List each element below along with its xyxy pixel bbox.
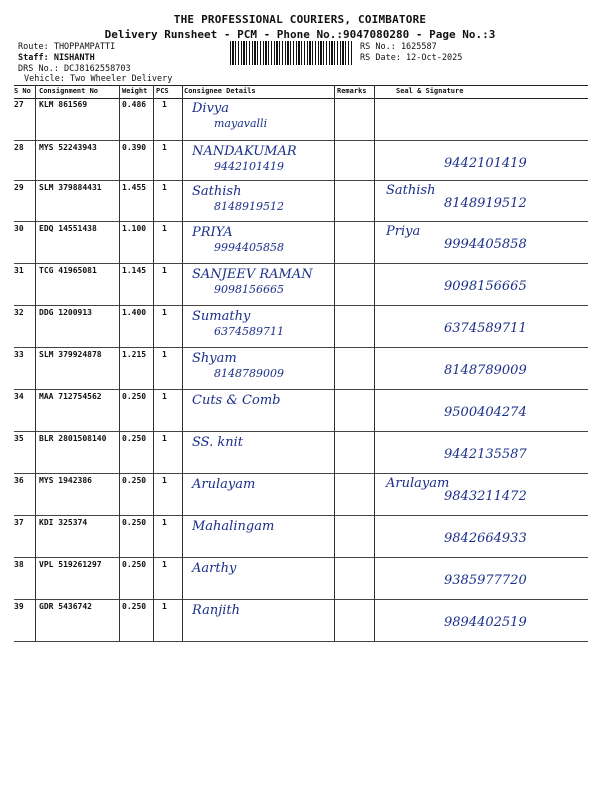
barcode-image [230,41,353,65]
consignee-name: NANDAKUMAR [192,144,297,159]
col-consignment: Consignment No [39,87,99,95]
row-weight: 1.400 [122,308,147,317]
signature-phone: 8148919512 [444,196,527,211]
column-divider [374,85,375,641]
col-consignee: Consignee Details [184,87,256,95]
row-consignment: MYS 52243943 [39,143,97,152]
signature-phone: 8148789009 [444,363,527,378]
col-sno: S No [14,87,31,95]
signature-phone: 9385977720 [444,573,527,588]
col-seal: Seal & Signature [396,87,464,95]
table-row [14,599,588,642]
signature-phone: 9500404274 [444,405,527,420]
signature-phone: 9442101419 [444,156,527,171]
row-weight: 0.250 [122,392,147,401]
consignee-name: SANJEEV RAMAN [192,267,313,282]
row-pcs: 1 [162,183,167,192]
row-sno: 35 [14,434,24,443]
column-divider [35,85,36,641]
row-consignment: VPL 519261297 [39,560,102,569]
col-remarks: Remarks [337,87,367,95]
consignee-name: Shyam [192,351,237,366]
row-sno: 34 [14,392,24,401]
column-divider [182,85,183,641]
row-pcs: 1 [162,266,167,275]
row-pcs: 1 [162,602,167,611]
row-consignment: TCG 41965081 [39,266,97,275]
consignee-phone: 9994405858 [214,241,284,254]
row-weight: 0.486 [122,100,147,109]
table-row [14,473,588,516]
row-sno: 31 [14,266,24,275]
consignee-phone: 8148919512 [214,200,284,213]
column-divider [153,85,154,641]
table-row [14,389,588,432]
signature-phone: 9842664933 [444,531,527,546]
row-pcs: 1 [162,434,167,443]
consignee-phone: 9442101419 [214,160,284,173]
column-divider [334,85,335,641]
row-consignment: KDI 325374 [39,518,88,527]
row-sno: 39 [14,602,24,611]
row-sno: 33 [14,350,24,359]
table-row [14,347,588,390]
row-weight: 0.390 [122,143,147,152]
consignee-phone: 6374589711 [214,325,284,338]
row-sno: 37 [14,518,24,527]
table-row [14,97,588,141]
row-pcs: 1 [162,350,167,359]
row-pcs: 1 [162,308,167,317]
row-pcs: 1 [162,100,167,109]
rs-number-field: RS No.: 1625587 [360,42,437,52]
consignee-name: Cuts & Comb [192,393,281,408]
col-pcs: PCS [156,87,169,95]
route-field: Route: THOPPAMPATTI [18,42,116,52]
signature-phone: 9098156665 [444,279,527,294]
row-weight: 0.250 [122,434,147,443]
table-row [14,140,588,181]
drs-field: DRS No.: DCJ8162558703 [18,64,131,74]
row-sno: 30 [14,224,24,233]
consignee-phone: 9098156665 [214,283,284,296]
consignee-name: Aarthy [192,561,237,576]
table-row [14,221,588,264]
row-sno: 36 [14,476,24,485]
signature-name: Arulayam [386,476,450,491]
consignee-phone: mayavalli [214,117,268,130]
rs-date-field: RS Date: 12-Oct-2025 [360,53,463,63]
row-consignment: KLM 861569 [39,100,88,109]
signature-phone: 6374589711 [444,321,527,336]
vehicle-field: Vehicle: Two Wheeler Delivery [24,74,173,84]
consignee-name: SS. knit [192,435,244,450]
table-row [14,557,588,600]
row-pcs: 1 [162,392,167,401]
row-weight: 0.250 [122,518,147,527]
company-title: THE PROFESSIONAL COURIERS, COIMBATORE [173,13,427,26]
row-weight: 1.455 [122,183,147,192]
row-weight: 1.215 [122,350,147,359]
signature-name: Priya [386,224,421,239]
consignee-name: Mahalingam [192,519,275,534]
runsheet-subtitle: Delivery Runsheet - PCM - Phone No.:9047080280 - Page No.:3 [104,28,496,41]
table-row [14,515,588,558]
consignee-name: Ranjith [192,603,240,618]
row-pcs: 1 [162,518,167,527]
consignee-name: Arulayam [192,477,256,492]
row-consignment: EDQ 14551438 [39,224,97,233]
consignee-name: Sathish [192,184,242,199]
row-weight: 0.250 [122,602,147,611]
table-row [14,263,588,306]
consignee-name: PRIYA [192,225,233,240]
table-row [14,305,588,348]
row-pcs: 1 [162,476,167,485]
signature-phone: 9843211472 [444,489,527,504]
signature-phone: 9894402519 [444,615,527,630]
column-divider [119,85,120,641]
row-weight: 1.145 [122,266,147,275]
signature-phone: 9442135587 [444,447,527,462]
signature-phone: 9994405858 [444,237,527,252]
row-pcs: 1 [162,224,167,233]
row-consignment: BLR 2801508140 [39,434,107,443]
row-sno: 28 [14,143,24,152]
row-consignment: GDR 5436742 [39,602,92,611]
row-sno: 29 [14,183,24,192]
signature-name: Sathish [386,183,436,198]
row-pcs: 1 [162,560,167,569]
row-weight: 0.250 [122,476,147,485]
staff-field: Staff: NISHANTH [18,53,95,63]
row-consignment: MAA 712754562 [39,392,102,401]
consignee-name: Divya [192,101,230,116]
row-consignment: MYS 1942386 [39,476,92,485]
row-sno: 38 [14,560,24,569]
table-row [14,180,588,222]
consignee-phone: 8148789009 [214,367,284,380]
row-sno: 32 [14,308,24,317]
row-consignment: SLM 379924878 [39,350,102,359]
row-consignment: SLM 379884431 [39,183,102,192]
row-sno: 27 [14,100,24,109]
col-weight: Weight [122,87,148,95]
consignee-name: Sumathy [192,309,251,324]
row-weight: 0.250 [122,560,147,569]
row-consignment: DDG 1200913 [39,308,92,317]
row-pcs: 1 [162,143,167,152]
table-row [14,431,588,474]
row-weight: 1.100 [122,224,147,233]
